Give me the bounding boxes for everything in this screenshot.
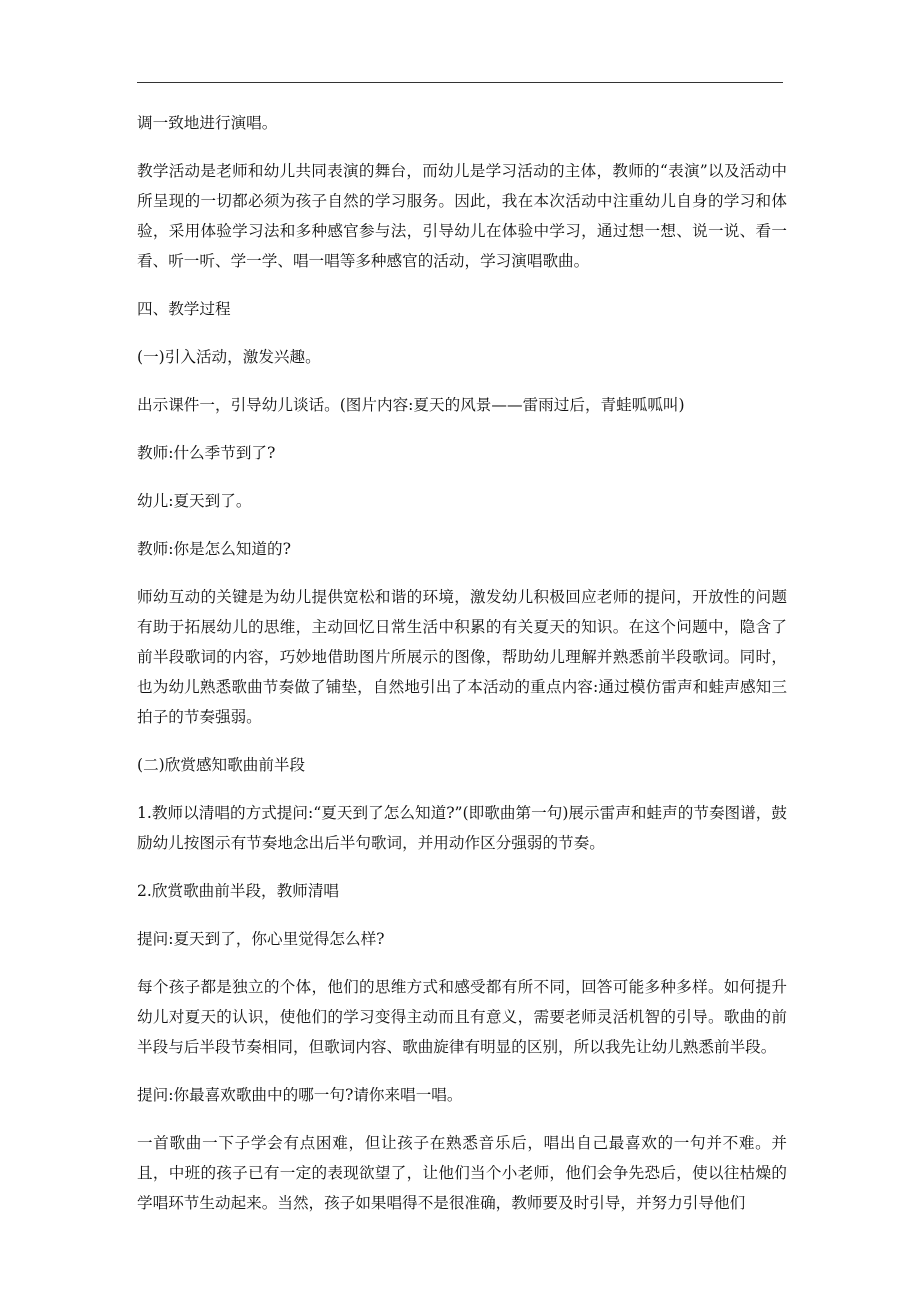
paragraph-step-2: 2.欣赏歌曲前半段，教师清唱 bbox=[137, 882, 340, 900]
section-heading-teaching-process: 四、教学过程 bbox=[137, 300, 231, 318]
paragraph-learning-song: 一首歌曲一下子学会有点困难，但让孩子在熟悉音乐后，唱出自己最喜欢的一句并不难。并且，中班的孩子已有一定的表现欲望了，让他们当个小老师，他们会争先恐后，使以往枯燥的学唱环节生动起来。当然，孩子如果唱得不是很准确，教师要及时引导，并努力引导他们 bbox=[137, 1134, 787, 1212]
paragraph-question-favorite: 提问:你最喜欢歌曲中的哪一句?请你来唱一唱。 bbox=[137, 1086, 463, 1104]
subheading-introduction: (一)引入活动，激发兴趣。 bbox=[137, 348, 321, 366]
paragraph-courseware-one: 出示课件一，引导幼儿谈话。(图片内容:夏天的风景——雷雨过后，青蛙呱呱叫) bbox=[137, 396, 685, 414]
dialogue-teacher-question-1: 教师:什么季节到了? bbox=[137, 444, 276, 462]
paragraph-interaction-key: 师幼互动的关键是为幼儿提供宽松和谐的环境，激发幼儿积极回应老师的提问，开放性的问题有助于拓展幼儿的思维，主动回忆日常生活中积累的有关夏天的知识。在这个问题中，隐含了前半段歌词的内容，巧妙地借助图片所展示的图像，帮助幼儿理解并熟悉前半段歌词。同时，也为幼儿熟悉歌曲节奏做了铺垫，自然地引出了本活动的重点内容:通过模仿雷声和蛙声感知三拍子的节奏强弱。 bbox=[137, 588, 787, 726]
dialogue-child-answer: 幼儿:夏天到了。 bbox=[137, 492, 252, 510]
subheading-appreciation: (二)欣赏感知歌曲前半段 bbox=[137, 756, 306, 774]
paragraph-continuation: 调一致地进行演唱。 bbox=[137, 114, 278, 132]
paragraph-step-1: 1.教师以清唱的方式提问:“夏天到了怎么知道?”(即歌曲第一句)展示雷声和蛙声的节奏图谱，鼓励幼儿按图示有节奏地念出后半句歌词，并用动作区分强弱的节奏。 bbox=[137, 804, 787, 852]
paragraph-question-feeling: 提问:夏天到了，你心里觉得怎么样? bbox=[137, 930, 385, 948]
paragraph-individual-differences: 每个孩子都是独立的个体，他们的思维方式和感受都有所不同，回答可能多种多样。如何提升幼儿对夏天的认识，使他们的学习变得主动而且有意义，需要老师灵活机智的引导。歌曲的前半段与后半段节奏相同，但歌词内容、歌曲旋律有明显的区别，所以我先让幼儿熟悉前半段。 bbox=[137, 978, 787, 1056]
paragraph-teaching-philosophy: 教学活动是老师和幼儿共同表演的舞台，而幼儿是学习活动的主体，教师的“表演”以及活动中所呈现的一切都必须为孩子自然的学习服务。因此，我在本次活动中注重幼儿自身的学习和体验，采用体验学习法和多种感官参与法，引导幼儿在体验中学习，通过想一想、说一说、看一看、听一听、学一学、唱一唱等多种感官的活动，学习演唱歌曲。 bbox=[137, 162, 787, 270]
document-body bbox=[137, 108, 787, 1236]
dialogue-teacher-question-2: 教师:你是怎么知道的? bbox=[137, 540, 291, 558]
header-rule bbox=[137, 82, 783, 83]
